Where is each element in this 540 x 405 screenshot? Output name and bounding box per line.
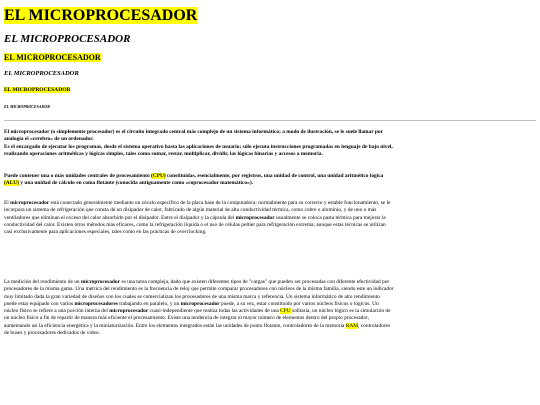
- cooling-bold-term: microprocesador: [10, 200, 50, 206]
- heading-5-text: EL MICROPROCESADOR: [4, 87, 71, 93]
- performance-bold-2: microprocesadores: [74, 300, 118, 307]
- heading-2: EL MICROPROCESADOR: [4, 33, 131, 45]
- performance-bold-4: microprocesador: [109, 308, 149, 315]
- heading-3: [4, 53, 101, 62]
- paragraph-cooling: [4, 200, 394, 236]
- horizontal-rule: [4, 120, 536, 121]
- intro-definition: El microprocesador (o simplemente procesador) es el circuito integrado central más complejo de un sistema informático; a modo de ilustración, se le suele llamar por analogía el «cerebro» de un ordenador.: [4, 129, 383, 143]
- performance-text-f: solitaria, un núcleo lógico es la simulación de un núcleo físico a fin de repartir de manera más eficiente el procesamiento. Existe una tendencia de integrar el mayor número de elementos dentro del propio procesador, aumentando así la eficiencia energética y la miniaturización. Entre los elementos integrados están las unidades de punto flotante, controladores de la memoria: [4, 308, 391, 329]
- performance-bold-3: microprocesador: [180, 300, 220, 307]
- performance-text-a: La medición del rendimiento de un: [4, 279, 81, 285]
- cooling-text-c: usualmente se coloca pasta térmica para mejorar la conductividad del calor. Existen otros métodos más eficaces, como la refrigeración líquida o el uso de células peltier para refrigeración extrema, aunque estas técnicas se utilizan casi exclusivamente para aplicaciones especiales, tales como en las prácticas de overclocking.: [4, 214, 386, 236]
- heading-1-text: EL MICROPROCESADOR: [4, 7, 198, 24]
- highlight-alu: (ALU): [4, 180, 19, 187]
- paragraph-intro: [4, 129, 394, 158]
- highlight-cpu: (CPU): [151, 173, 166, 179]
- components-text-c: y una unidad de cálculo en coma flotante (conocida antiguamente como «coprocesador matemático»).: [18, 180, 253, 187]
- cooling-text-a: El: [4, 200, 11, 206]
- cooling-bold-term-2: microprocesador: [235, 214, 275, 221]
- performance-text-c: trabajando en paralelo, y un: [117, 300, 181, 307]
- performance-text-d: puede, a su vez, estar constituido por varios núcleos físicos o lógicos. Un núcleo físico se refiere a una porción interna del: [4, 300, 379, 315]
- highlight-ram: RAM: [345, 322, 359, 329]
- performance-bold-1: microprocesador: [80, 279, 120, 285]
- heading-4: EL MICROPROCESADOR: [4, 70, 79, 77]
- heading-6: EL MICROPROCESADOR: [4, 104, 50, 109]
- heading-1: [4, 6, 197, 26]
- paragraph-components: [4, 173, 394, 188]
- intro-function: Es el encargado de ejecutar los programas, desde el sistema operativo hasta las aplicaciones de usuario; sólo ejecuta instrucciones programadas en lenguaje de bajo nivel, realizando operaciones aritméticas y lógicas simples, tales como sumar, restar, multiplicar, dividir, las lógicas binarias y accesos a memoria.: [4, 143, 393, 157]
- performance-text-e: cuasi-independiente que realiza todas las actividades de una: [148, 308, 281, 315]
- heading-5: [4, 87, 70, 93]
- performance-text-g: , controladores de buses y procesadores dedicados de video.: [4, 322, 391, 337]
- cooling-text-b: está conectado generalmente mediante un zócalo específico de la placa base de la computadora; normalmente para su correcto y estable funcionamiento, se le incorpora un sistema de refrigeración que consta de un disipador de calor, fabricado de algún material de alta conductividad térmica, como cobre o aluminio, y de uno o más ventiladores que eliminan el exceso del calor absorbido por el disipador. Entre el disipador y la cápsula del: [4, 200, 391, 221]
- components-text-b: constituidas, esencialmente, por registros, una unidad de control, una unidad aritmético lógica: [165, 173, 384, 179]
- highlight-cpu-2: CPU: [280, 308, 291, 315]
- heading-3-text: EL MICROPROCESADOR: [4, 53, 101, 62]
- components-text-a: Puede contener una o más unidades centrales de procesamiento: [4, 173, 151, 179]
- paragraph-performance: [4, 279, 394, 337]
- performance-text-b: es una tarea compleja, dado que existen diferentes tipos de "cargas" que pueden ser procesadas con diferente efectividad por procesadores de la misma gama. Una métrica del rendimiento es la frecuencia de reloj que permite comparar procesadores con núcleos de la misma familia, siendo este un indicador muy limitado dada la gran variedad de diseños con los cuales se comercializan los procesadores de una misma marca y referencia. Un sistema informático de alto rendimiento puede estar equipado con varios: [4, 279, 394, 307]
